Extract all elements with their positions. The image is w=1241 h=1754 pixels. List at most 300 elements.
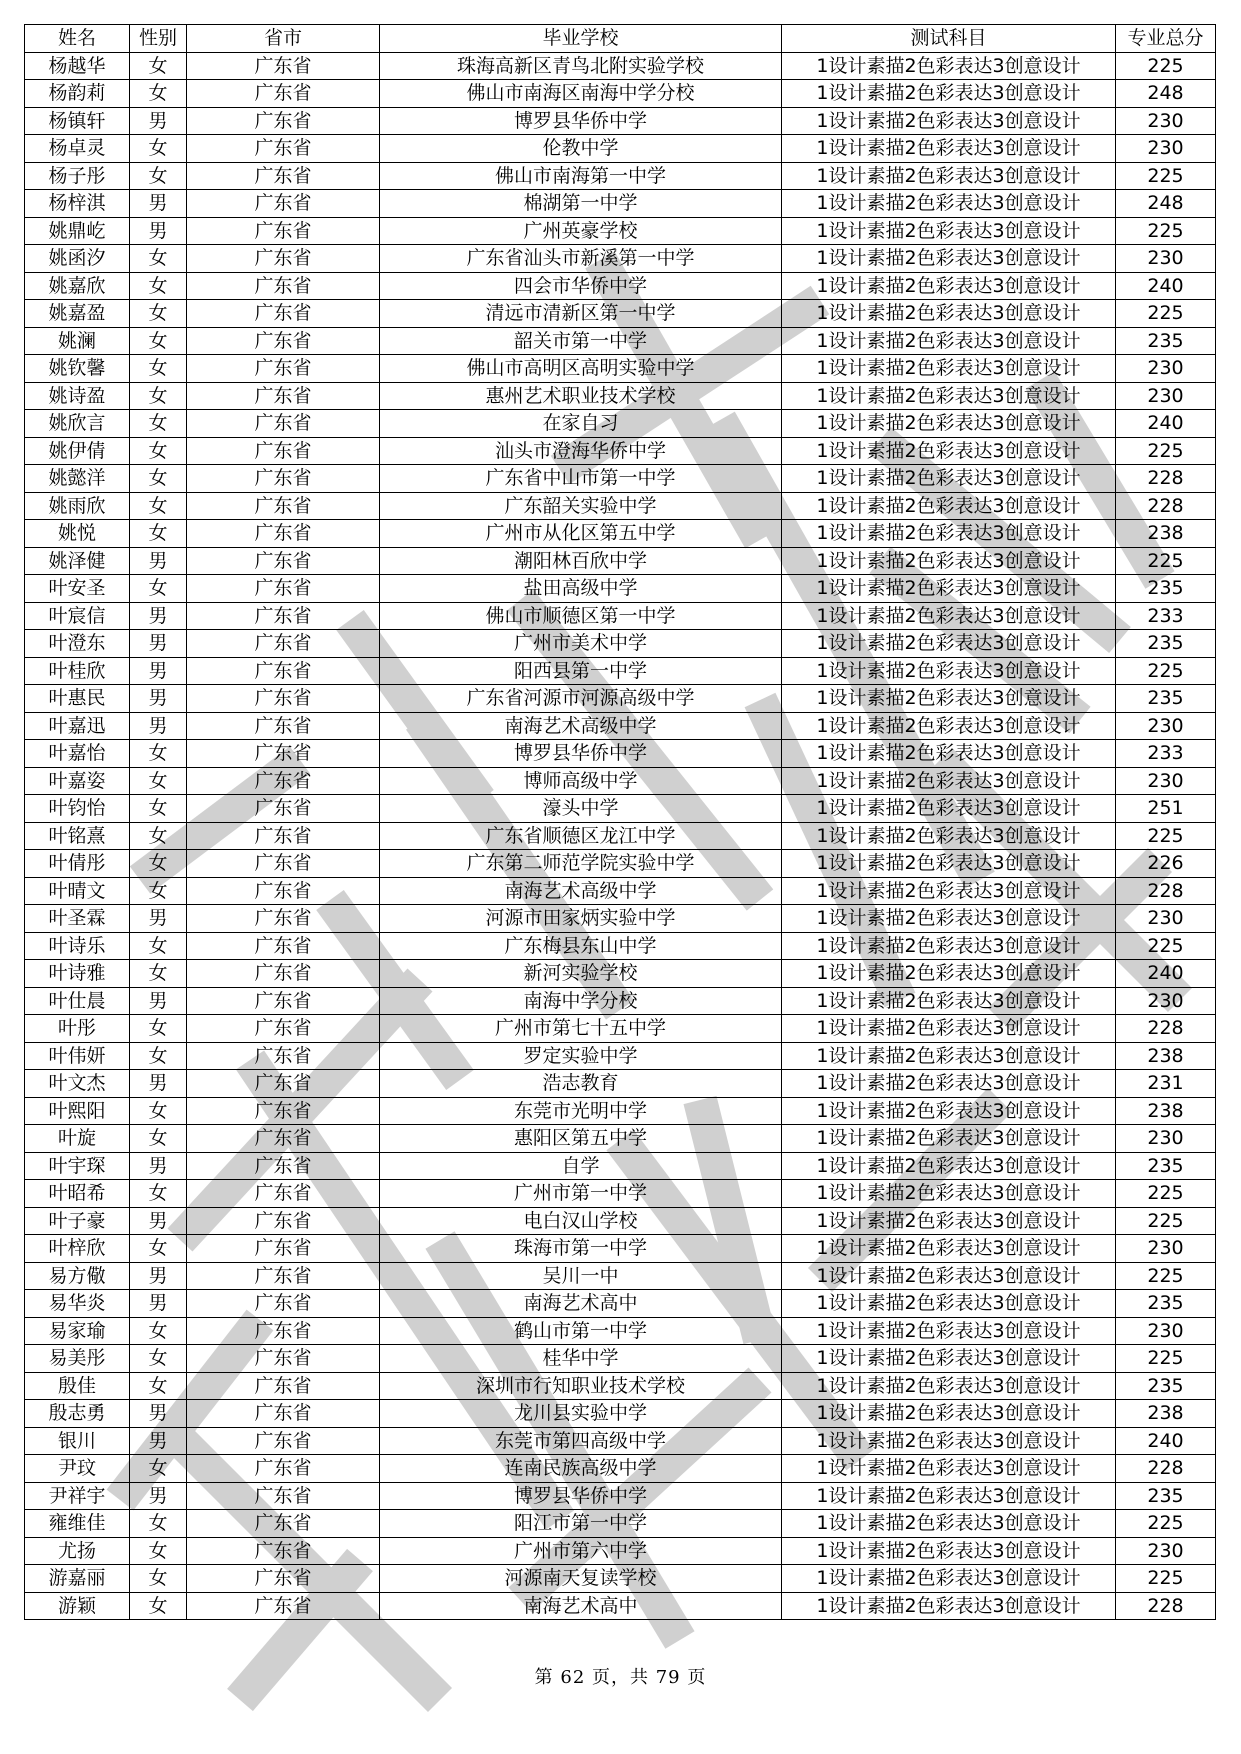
cell-name: 姚钦馨 — [25, 355, 130, 383]
cell-total-score: 228 — [1116, 1015, 1216, 1043]
cell-total-score: 233 — [1116, 602, 1216, 630]
admission-roster-table — [24, 24, 1216, 1620]
cell-subjects: 1设计素描2色彩表达3创意设计 — [782, 162, 1116, 190]
table-row — [25, 712, 1216, 740]
cell-name: 叶仕晨 — [25, 987, 130, 1015]
cell-subjects: 1设计素描2色彩表达3创意设计 — [782, 795, 1116, 823]
cell-subjects: 1设计素描2色彩表达3创意设计 — [782, 767, 1116, 795]
cell-subjects: 1设计素描2色彩表达3创意设计 — [782, 437, 1116, 465]
cell-sex: 女 — [130, 1180, 187, 1208]
table-row — [25, 300, 1216, 328]
table-row — [25, 657, 1216, 685]
cell-sex: 女 — [130, 272, 187, 300]
table-row — [25, 822, 1216, 850]
cell-name: 易家瑜 — [25, 1317, 130, 1345]
cell-school: 河源市田家炳实验中学 — [380, 905, 782, 933]
cell-school: 连南民族高级中学 — [380, 1455, 782, 1483]
cell-name: 杨韵莉 — [25, 80, 130, 108]
cell-school: 桂华中学 — [380, 1345, 782, 1373]
cell-sex: 女 — [130, 1592, 187, 1620]
table-row — [25, 850, 1216, 878]
cell-sex: 女 — [130, 1125, 187, 1153]
cell-school: 佛山市南海第一中学 — [380, 162, 782, 190]
cell-total-score: 226 — [1116, 850, 1216, 878]
cell-province: 广东省 — [187, 1262, 380, 1290]
cell-province: 广东省 — [187, 52, 380, 80]
cell-total-score: 225 — [1116, 932, 1216, 960]
cell-total-score: 228 — [1116, 877, 1216, 905]
table-row — [25, 1152, 1216, 1180]
cell-name: 游颖 — [25, 1592, 130, 1620]
cell-subjects: 1设计素描2色彩表达3创意设计 — [782, 1455, 1116, 1483]
table-row — [25, 1455, 1216, 1483]
cell-total-score: 230 — [1116, 245, 1216, 273]
cell-sex: 女 — [130, 1455, 187, 1483]
table-row — [25, 547, 1216, 575]
cell-school: 棉湖第一中学 — [380, 190, 782, 218]
cell-province: 广东省 — [187, 822, 380, 850]
cell-province: 广东省 — [187, 850, 380, 878]
cell-province: 广东省 — [187, 1482, 380, 1510]
cell-province: 广东省 — [187, 107, 380, 135]
cell-sex: 女 — [130, 52, 187, 80]
cell-province: 广东省 — [187, 1180, 380, 1208]
cell-school: 广东省中山市第一中学 — [380, 465, 782, 493]
cell-sex: 女 — [130, 162, 187, 190]
cell-total-score: 235 — [1116, 1482, 1216, 1510]
cell-subjects: 1设计素描2色彩表达3创意设计 — [782, 382, 1116, 410]
cell-province: 广东省 — [187, 877, 380, 905]
cell-subjects: 1设计素描2色彩表达3创意设计 — [782, 1125, 1116, 1153]
cell-name: 杨子彤 — [25, 162, 130, 190]
cell-school: 阳西县第一中学 — [380, 657, 782, 685]
cell-province: 广东省 — [187, 1125, 380, 1153]
cell-name: 易华炎 — [25, 1290, 130, 1318]
cell-school: 吴川一中 — [380, 1262, 782, 1290]
cell-province: 广东省 — [187, 630, 380, 658]
cell-school: 广东梅县东山中学 — [380, 932, 782, 960]
cell-subjects: 1设计素描2色彩表达3创意设计 — [782, 712, 1116, 740]
cell-sex: 男 — [130, 630, 187, 658]
cell-province: 广东省 — [187, 1592, 380, 1620]
cell-sex: 女 — [130, 245, 187, 273]
table-row — [25, 740, 1216, 768]
cell-school: 韶关市第一中学 — [380, 327, 782, 355]
cell-name: 叶桂欣 — [25, 657, 130, 685]
cell-school: 广东韶关实验中学 — [380, 492, 782, 520]
cell-province: 广东省 — [187, 520, 380, 548]
cell-sex: 女 — [130, 740, 187, 768]
table-row — [25, 327, 1216, 355]
cell-sex: 女 — [130, 1510, 187, 1538]
cell-subjects: 1设计素描2色彩表达3创意设计 — [782, 575, 1116, 603]
header-subjects: 测试科目 — [782, 25, 1116, 53]
cell-subjects: 1设计素描2色彩表达3创意设计 — [782, 905, 1116, 933]
cell-name: 殷佳 — [25, 1372, 130, 1400]
cell-sex: 女 — [130, 135, 187, 163]
cell-school: 南海中学分校 — [380, 987, 782, 1015]
cell-subjects: 1设计素描2色彩表达3创意设计 — [782, 135, 1116, 163]
cell-subjects: 1设计素描2色彩表达3创意设计 — [782, 1482, 1116, 1510]
table-header-row — [25, 25, 1216, 53]
cell-province: 广东省 — [187, 795, 380, 823]
cell-name: 雍维佳 — [25, 1510, 130, 1538]
cell-province: 广东省 — [187, 657, 380, 685]
cell-subjects: 1设计素描2色彩表达3创意设计 — [782, 1372, 1116, 1400]
cell-subjects: 1设计素描2色彩表达3创意设计 — [782, 107, 1116, 135]
table-row — [25, 1070, 1216, 1098]
cell-subjects: 1设计素描2色彩表达3创意设计 — [782, 465, 1116, 493]
table-row — [25, 245, 1216, 273]
cell-school: 潮阳林百欣中学 — [380, 547, 782, 575]
cell-province: 广东省 — [187, 410, 380, 438]
cell-sex: 女 — [130, 80, 187, 108]
cell-school: 广州市第七十五中学 — [380, 1015, 782, 1043]
table-row — [25, 795, 1216, 823]
cell-subjects: 1设计素描2色彩表达3创意设计 — [782, 1042, 1116, 1070]
header-name: 姓名 — [25, 25, 130, 53]
cell-name: 叶钧怡 — [25, 795, 130, 823]
cell-sex: 男 — [130, 217, 187, 245]
cell-name: 姚函汐 — [25, 245, 130, 273]
cell-school: 广州市美术中学 — [380, 630, 782, 658]
cell-school: 河源南天复读学校 — [380, 1565, 782, 1593]
cell-total-score: 225 — [1116, 1510, 1216, 1538]
cell-province: 广东省 — [187, 1207, 380, 1235]
cell-name: 叶圣霖 — [25, 905, 130, 933]
cell-subjects: 1设计素描2色彩表达3创意设计 — [782, 1290, 1116, 1318]
cell-province: 广东省 — [187, 245, 380, 273]
cell-name: 姚悦 — [25, 520, 130, 548]
cell-province: 广东省 — [187, 1537, 380, 1565]
cell-sex: 男 — [130, 987, 187, 1015]
cell-name: 游嘉丽 — [25, 1565, 130, 1593]
cell-name: 叶宇琛 — [25, 1152, 130, 1180]
cell-total-score: 240 — [1116, 1427, 1216, 1455]
cell-name: 杨镇轩 — [25, 107, 130, 135]
cell-total-score: 235 — [1116, 1152, 1216, 1180]
cell-sex: 女 — [130, 1042, 187, 1070]
cell-sex: 男 — [130, 547, 187, 575]
cell-total-score: 230 — [1116, 135, 1216, 163]
cell-subjects: 1设计素描2色彩表达3创意设计 — [782, 685, 1116, 713]
cell-name: 叶旋 — [25, 1125, 130, 1153]
table-row — [25, 905, 1216, 933]
table-row — [25, 685, 1216, 713]
table-row — [25, 1537, 1216, 1565]
cell-province: 广东省 — [187, 1345, 380, 1373]
cell-total-score: 235 — [1116, 575, 1216, 603]
cell-school: 惠阳区第五中学 — [380, 1125, 782, 1153]
cell-total-score: 225 — [1116, 300, 1216, 328]
cell-sex: 男 — [130, 602, 187, 630]
cell-sex: 女 — [130, 1317, 187, 1345]
cell-subjects: 1设计素描2色彩表达3创意设计 — [782, 272, 1116, 300]
cell-subjects: 1设计素描2色彩表达3创意设计 — [782, 547, 1116, 575]
cell-province: 广东省 — [187, 960, 380, 988]
cell-province: 广东省 — [187, 932, 380, 960]
cell-total-score: 230 — [1116, 1317, 1216, 1345]
cell-sex: 男 — [130, 1262, 187, 1290]
cell-name: 尤扬 — [25, 1537, 130, 1565]
cell-total-score: 225 — [1116, 217, 1216, 245]
table-row — [25, 520, 1216, 548]
cell-total-score: 230 — [1116, 1125, 1216, 1153]
table-row — [25, 355, 1216, 383]
cell-subjects: 1设计素描2色彩表达3创意设计 — [782, 1565, 1116, 1593]
cell-sex: 女 — [130, 410, 187, 438]
cell-subjects: 1设计素描2色彩表达3创意设计 — [782, 877, 1116, 905]
table-row — [25, 107, 1216, 135]
cell-school: 广东省汕头市新溪第一中学 — [380, 245, 782, 273]
cell-name: 姚雨欣 — [25, 492, 130, 520]
header-sex: 性别 — [130, 25, 187, 53]
cell-school: 汕头市澄海华侨中学 — [380, 437, 782, 465]
cell-name: 叶子豪 — [25, 1207, 130, 1235]
cell-school: 南海艺术高级中学 — [380, 712, 782, 740]
table-row — [25, 190, 1216, 218]
cell-school: 广州市从化区第五中学 — [380, 520, 782, 548]
cell-subjects: 1设计素描2色彩表达3创意设计 — [782, 1070, 1116, 1098]
cell-school: 佛山市顺德区第一中学 — [380, 602, 782, 630]
cell-name: 叶晴文 — [25, 877, 130, 905]
cell-province: 广东省 — [187, 987, 380, 1015]
cell-school: 佛山市高明区高明实验中学 — [380, 355, 782, 383]
cell-province: 广东省 — [187, 712, 380, 740]
table-row — [25, 1427, 1216, 1455]
cell-subjects: 1设计素描2色彩表达3创意设计 — [782, 217, 1116, 245]
cell-sex: 女 — [130, 1372, 187, 1400]
cell-total-score: 225 — [1116, 1180, 1216, 1208]
cell-name: 叶惠民 — [25, 685, 130, 713]
cell-province: 广东省 — [187, 492, 380, 520]
cell-province: 广东省 — [187, 685, 380, 713]
cell-total-score: 240 — [1116, 960, 1216, 988]
cell-sex: 男 — [130, 657, 187, 685]
cell-school: 南海艺术高中 — [380, 1592, 782, 1620]
cell-subjects: 1设计素描2色彩表达3创意设计 — [782, 740, 1116, 768]
table-row — [25, 1565, 1216, 1593]
cell-province: 广东省 — [187, 300, 380, 328]
header-province: 省市 — [187, 25, 380, 53]
table-row — [25, 272, 1216, 300]
cell-sex: 女 — [130, 1537, 187, 1565]
cell-name: 叶熙阳 — [25, 1097, 130, 1125]
table-row — [25, 1345, 1216, 1373]
table-row — [25, 1592, 1216, 1620]
table-row — [25, 987, 1216, 1015]
header-total-score: 专业总分 — [1116, 25, 1216, 53]
cell-total-score: 225 — [1116, 162, 1216, 190]
cell-sex: 男 — [130, 1290, 187, 1318]
table-row — [25, 162, 1216, 190]
cell-province: 广东省 — [187, 437, 380, 465]
table-row — [25, 1235, 1216, 1263]
cell-subjects: 1设计素描2色彩表达3创意设计 — [782, 630, 1116, 658]
table-row — [25, 602, 1216, 630]
cell-total-score: 225 — [1116, 1565, 1216, 1593]
table-row — [25, 1400, 1216, 1428]
cell-sex: 男 — [130, 712, 187, 740]
cell-name: 叶昭希 — [25, 1180, 130, 1208]
cell-sex: 男 — [130, 905, 187, 933]
table-row — [25, 1015, 1216, 1043]
cell-name: 叶文杰 — [25, 1070, 130, 1098]
cell-name: 殷志勇 — [25, 1400, 130, 1428]
cell-province: 广东省 — [187, 1152, 380, 1180]
cell-subjects: 1设计素描2色彩表达3创意设计 — [782, 1097, 1116, 1125]
cell-school: 南海艺术高中 — [380, 1290, 782, 1318]
table-row — [25, 217, 1216, 245]
cell-school: 广东省河源市河源高级中学 — [380, 685, 782, 713]
cell-school: 浩志教育 — [380, 1070, 782, 1098]
cell-province: 广东省 — [187, 135, 380, 163]
cell-sex: 女 — [130, 300, 187, 328]
cell-subjects: 1设计素描2色彩表达3创意设计 — [782, 932, 1116, 960]
cell-province: 广东省 — [187, 355, 380, 383]
cell-sex: 女 — [130, 1565, 187, 1593]
cell-school: 广州市第一中学 — [380, 1180, 782, 1208]
cell-sex: 女 — [130, 355, 187, 383]
table-row — [25, 1125, 1216, 1153]
cell-total-score: 235 — [1116, 630, 1216, 658]
cell-subjects: 1设计素描2色彩表达3创意设计 — [782, 850, 1116, 878]
cell-total-score: 228 — [1116, 492, 1216, 520]
table-row — [25, 1180, 1216, 1208]
cell-sex: 女 — [130, 327, 187, 355]
cell-school: 广州英豪学校 — [380, 217, 782, 245]
cell-sex: 女 — [130, 822, 187, 850]
cell-province: 广东省 — [187, 1235, 380, 1263]
cell-sex: 女 — [130, 877, 187, 905]
cell-school: 博罗县华侨中学 — [380, 740, 782, 768]
cell-subjects: 1设计素描2色彩表达3创意设计 — [782, 1152, 1116, 1180]
cell-sex: 女 — [130, 932, 187, 960]
cell-sex: 男 — [130, 685, 187, 713]
cell-subjects: 1设计素描2色彩表达3创意设计 — [782, 987, 1116, 1015]
cell-subjects: 1设计素描2色彩表达3创意设计 — [782, 657, 1116, 685]
cell-province: 广东省 — [187, 190, 380, 218]
cell-province: 广东省 — [187, 1565, 380, 1593]
cell-total-score: 225 — [1116, 657, 1216, 685]
cell-total-score: 248 — [1116, 80, 1216, 108]
table-row — [25, 1317, 1216, 1345]
table-row — [25, 767, 1216, 795]
cell-total-score: 225 — [1116, 547, 1216, 575]
cell-sex: 女 — [130, 382, 187, 410]
cell-school: 濠头中学 — [380, 795, 782, 823]
cell-sex: 女 — [130, 1235, 187, 1263]
cell-school: 珠海市第一中学 — [380, 1235, 782, 1263]
cell-sex: 女 — [130, 465, 187, 493]
cell-total-score: 230 — [1116, 1537, 1216, 1565]
cell-province: 广东省 — [187, 547, 380, 575]
cell-subjects: 1设计素描2色彩表达3创意设计 — [782, 1180, 1116, 1208]
cell-province: 广东省 — [187, 1400, 380, 1428]
cell-total-score: 225 — [1116, 1207, 1216, 1235]
cell-subjects: 1设计素描2色彩表达3创意设计 — [782, 960, 1116, 988]
cell-subjects: 1设计素描2色彩表达3创意设计 — [782, 520, 1116, 548]
cell-school: 自学 — [380, 1152, 782, 1180]
cell-name: 姚嘉盈 — [25, 300, 130, 328]
cell-sex: 男 — [130, 1152, 187, 1180]
cell-school: 伦教中学 — [380, 135, 782, 163]
cell-sex: 女 — [130, 960, 187, 988]
cell-province: 广东省 — [187, 327, 380, 355]
cell-school: 博罗县华侨中学 — [380, 107, 782, 135]
cell-sex: 男 — [130, 1070, 187, 1098]
cell-province: 广东省 — [187, 1372, 380, 1400]
cell-name: 叶宸信 — [25, 602, 130, 630]
cell-total-score: 225 — [1116, 437, 1216, 465]
cell-subjects: 1设计素描2色彩表达3创意设计 — [782, 1427, 1116, 1455]
cell-subjects: 1设计素描2色彩表达3创意设计 — [782, 1400, 1116, 1428]
cell-name: 叶倩彤 — [25, 850, 130, 878]
cell-province: 广东省 — [187, 382, 380, 410]
header-school: 毕业学校 — [380, 25, 782, 53]
cell-school: 广州市第六中学 — [380, 1537, 782, 1565]
cell-subjects: 1设计素描2色彩表达3创意设计 — [782, 1345, 1116, 1373]
cell-total-score: 240 — [1116, 272, 1216, 300]
cell-school: 龙川县实验中学 — [380, 1400, 782, 1428]
cell-subjects: 1设计素描2色彩表达3创意设计 — [782, 1015, 1116, 1043]
table-row — [25, 80, 1216, 108]
table-row — [25, 932, 1216, 960]
cell-school: 佛山市南海区南海中学分校 — [380, 80, 782, 108]
cell-sex: 男 — [130, 1427, 187, 1455]
cell-name: 尹祥宇 — [25, 1482, 130, 1510]
cell-province: 广东省 — [187, 1455, 380, 1483]
cell-province: 广东省 — [187, 1317, 380, 1345]
cell-total-score: 235 — [1116, 327, 1216, 355]
table-row — [25, 437, 1216, 465]
cell-school: 珠海高新区青鸟北附实验学校 — [380, 52, 782, 80]
cell-name: 叶梓欣 — [25, 1235, 130, 1263]
cell-subjects: 1设计素描2色彩表达3创意设计 — [782, 1510, 1116, 1538]
table-row — [25, 135, 1216, 163]
cell-total-score: 235 — [1116, 1290, 1216, 1318]
cell-name: 尹玟 — [25, 1455, 130, 1483]
cell-subjects: 1设计素描2色彩表达3创意设计 — [782, 80, 1116, 108]
table-row — [25, 382, 1216, 410]
cell-name: 叶安圣 — [25, 575, 130, 603]
cell-school: 深圳市行知职业技术学校 — [380, 1372, 782, 1400]
cell-total-score: 235 — [1116, 1372, 1216, 1400]
cell-subjects: 1设计素描2色彩表达3创意设计 — [782, 355, 1116, 383]
table-row — [25, 465, 1216, 493]
cell-name: 易方儆 — [25, 1262, 130, 1290]
cell-sex: 女 — [130, 437, 187, 465]
cell-name: 叶诗雅 — [25, 960, 130, 988]
cell-subjects: 1设计素描2色彩表达3创意设计 — [782, 492, 1116, 520]
cell-total-score: 251 — [1116, 795, 1216, 823]
cell-total-score: 228 — [1116, 1455, 1216, 1483]
cell-sex: 女 — [130, 850, 187, 878]
cell-province: 广东省 — [187, 1290, 380, 1318]
cell-name: 姚嘉欣 — [25, 272, 130, 300]
cell-name: 姚泽健 — [25, 547, 130, 575]
cell-province: 广东省 — [187, 272, 380, 300]
cell-subjects: 1设计素描2色彩表达3创意设计 — [782, 1317, 1116, 1345]
cell-school: 博师高级中学 — [380, 767, 782, 795]
cell-school: 罗定实验中学 — [380, 1042, 782, 1070]
table-row — [25, 1372, 1216, 1400]
cell-name: 姚澜 — [25, 327, 130, 355]
cell-subjects: 1设计素描2色彩表达3创意设计 — [782, 52, 1116, 80]
table-row — [25, 1482, 1216, 1510]
cell-subjects: 1设计素描2色彩表达3创意设计 — [782, 410, 1116, 438]
table-row — [25, 1207, 1216, 1235]
